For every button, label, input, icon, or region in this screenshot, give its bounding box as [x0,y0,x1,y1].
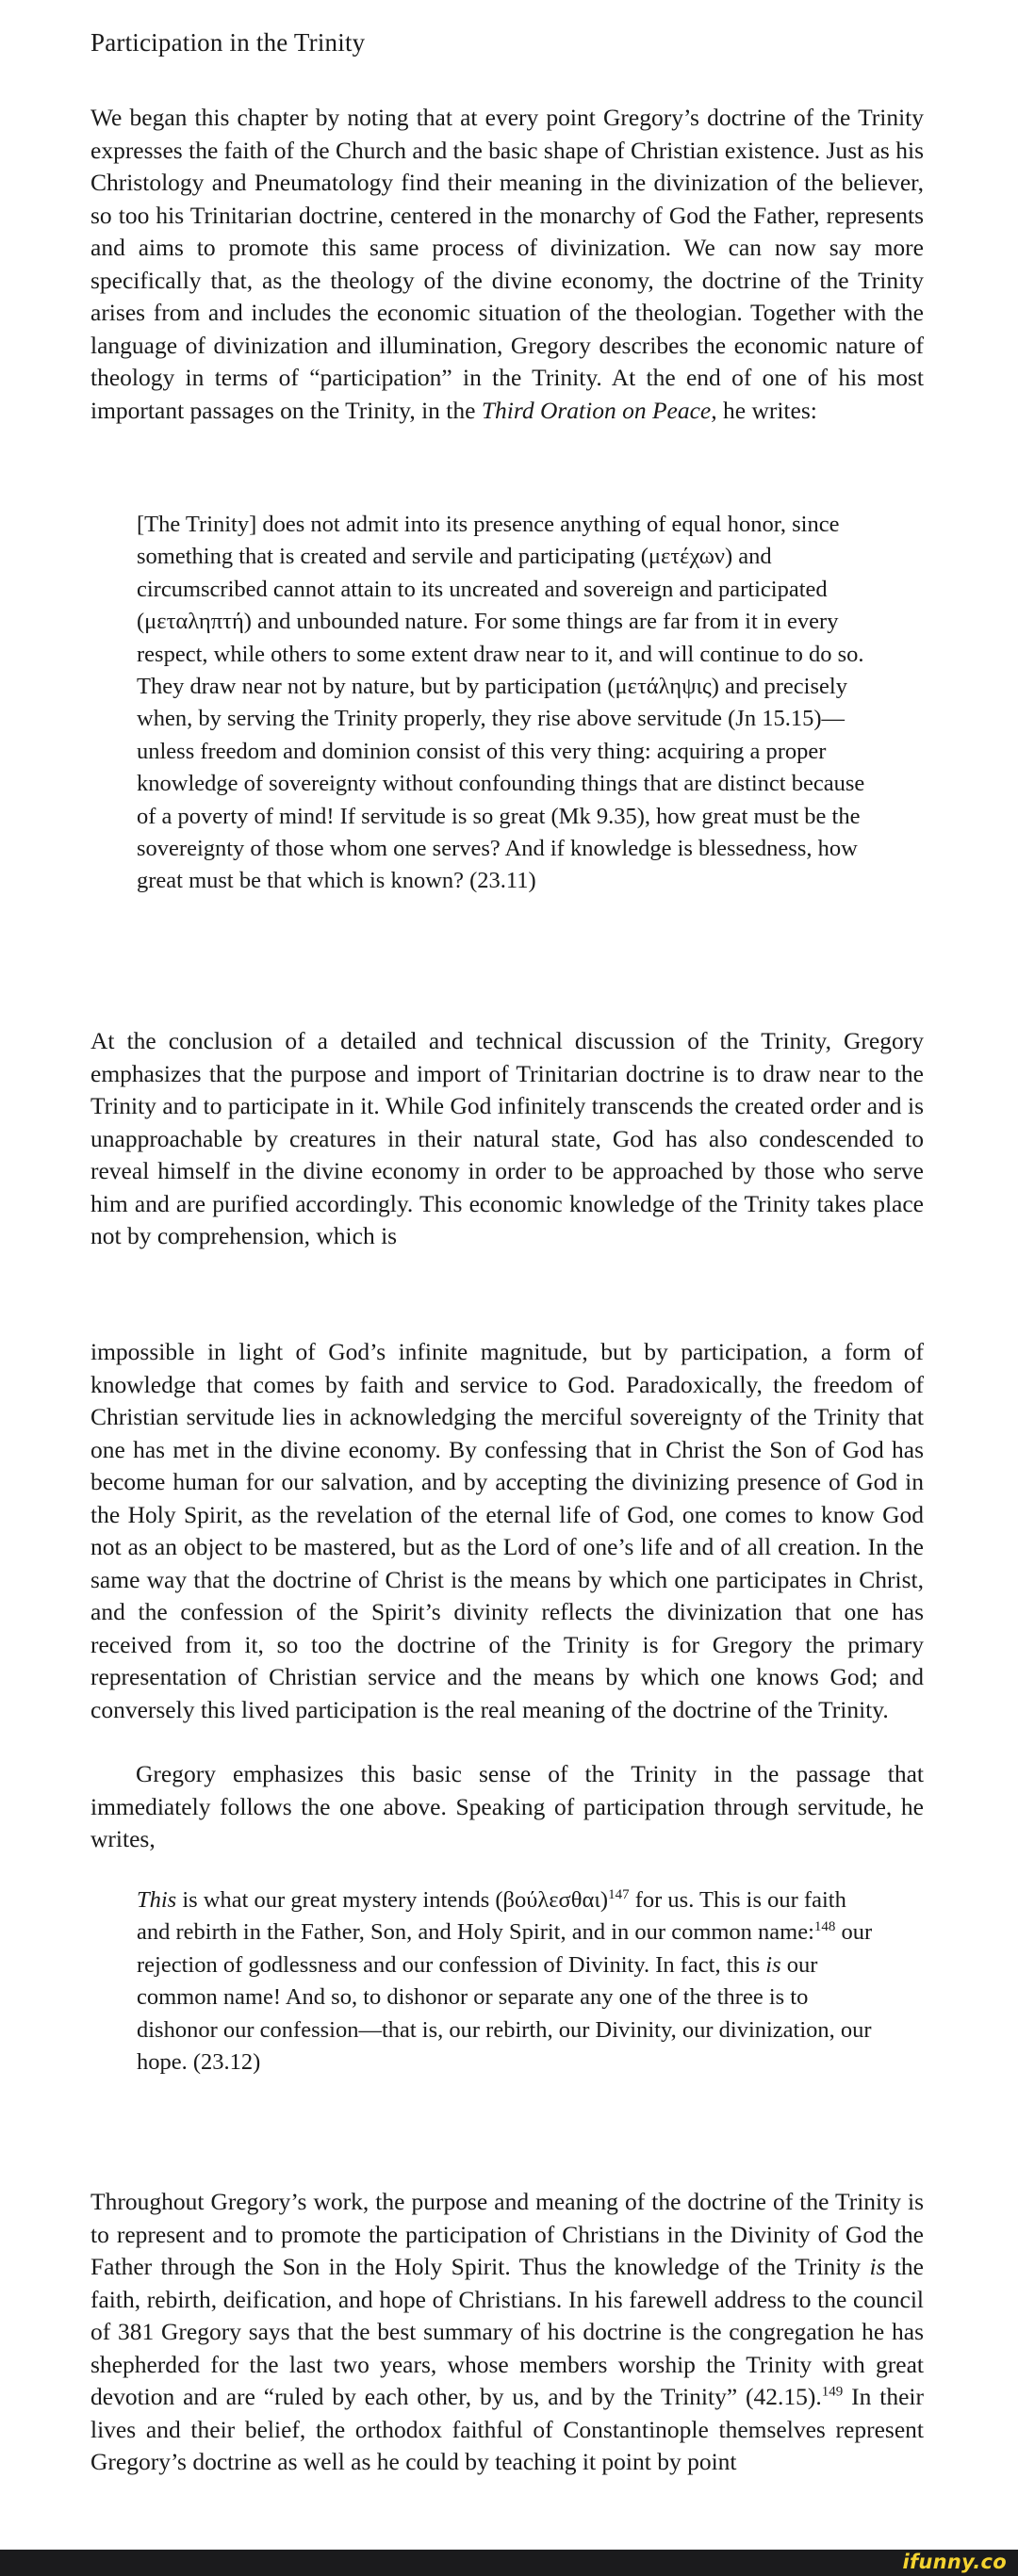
quote-text: is what our great mystery intends (βούλεσθαι) [176,1887,609,1913]
book-title: Third Oration on Peace, [481,396,717,424]
paragraph-participation: At the conclusion of a detailed and technical discussion of the Trinity, Gregory emphasizes that the purpose and import of Trinitarian doctrine is to draw near to the Trinity and to participate in it. While God infinitely transcends the created order and is unapproachable by creatures in their natural state, God has also condescended to reveal himself in the divine economy in order to be approached by those who serve him and are purified accordingly. This economic knowledge of the Trinity takes place not by comprehension, which is [90,1027,924,1249]
paragraph-text: In their lives and their belief, the orthodox faithful of Constantinople themselves represent Gregory’s doctrine as well as he could by teaching it point by point [90,2383,924,2475]
block-quote-mystery [137,1884,881,2079]
block-quote-trinity: [The Trinity] does not admit into its presence anything of equal honor, since something that is created and servile and participating (μετέχων) and circumscribed cannot attain to its uncreated and sovereign and participated (μεταληπτή) and unbounded nature. For some things are far from it in every respect, while others to some extent draw near to it, and will continue to do so. They draw near not by nature, but by participation (μετάληψις) and precisely when, by serving the Trinity properly, they rise above servitude (Jn 15.15)— unless freedom and dominion consist of this very thing: acquiring a proper knowledge of sovereignty without confounding things that are distinct because of a poverty of mind! If servitude is so great (Mk 9.35), how great must be the sovereignty of those whom one serves? And if knowledge is blessedness, how great must be that which is known? (23.11) [137,512,865,894]
brand-logo: ifunny.co [902,2551,1007,2573]
quote-text: for us. This is our faith and rebirth in the Father, Son, and Holy Spirit, and in our common name: [137,1887,846,1946]
paragraph-text: We began this chapter by noting that at every point Gregory’s doctrine of the Trinity expresses the faith of the Church and the basic shape of Christian existence. Just as his Christology and Pneumatology find their meaning in the divinization of the believer, so too his Trinitarian doctrine, centered in the monarchy of God the Father, represents and aims to promote this same process of divinization. We can now say more specifically that, as the theology of the divine economy, the doctrine of the Trinity arises from and includes the economic situation of the theologian. Together with the language of divinization and illumination, Gregory describes the economic nature of theology in terms of “participation” in the Trinity. At the end of one of his most important passages on the Trinity, in the [90,104,924,424]
footnote-ref-147[interactable]: 147 [608,1886,630,1902]
paragraph-text: Throughout Gregory’s work, the purpose and meaning of the doctrine of the Trinity is to represent and to promote the participation of Christians in the Divinity of God the Father through the Son in the Holy Spirit. Thus the knowledge of the Trinity [90,2188,924,2280]
footnote-ref-149[interactable]: 149 [821,2384,844,2400]
paragraph-knowledge: impossible in light of God’s infinite magnitude, but by participation, a form of knowledge that comes by faith and service to God. Paradoxically, the freedom of Christian servitude lies in acknowledging the merciful sovereignty of the Trinity that one has met in the divine economy. By confessing that in Christ the Son of God has become human for our salvation, and by accepting the divinizing presence of God in the Holy Spirit, as the revelation of the eternal life of God, one comes to know God not as an object to be mastered, but as the Lord of one’s life and of all creation. In the same way that the doctrine of Christ is the means by which one participates in Christ, and the confession of the Spirit’s divinity reflects the divinization that one has received from it, so too the doctrine of the Trinity is for Gregory the primary representation of Christian service and the means by which one knows God; and conversely this lived participation is the real meaning of the doctrine of the Trinity. [90,1338,924,1723]
quote-text: our rejection of godlessness and our confession of Divinity. In fact, this [137,1919,873,1978]
emphasis-text: This [137,1887,177,1913]
paragraph-basic-sense: Gregory emphasizes this basic sense of the Trinity in the passage that immediately follows the one above. Speaking of participation through servitude, he writes, [90,1760,924,1852]
watermark-fade [603,2497,1018,2550]
paragraph-conclusion [90,2186,924,2479]
paragraph-text: the faith, rebirth, deification, and hope of Christians. In his farewell address to the council of 381 Gregory says that the best summary of his doctrine is the congregation he has shepherded for the last two years, whose members worship the Trinity with great devotion and are “ruled by each other, by us, and by the Trinity” (42.15). [90,2253,924,2410]
paragraph-text: he writes: [716,396,817,424]
footnote-ref-148[interactable]: 148 [813,1919,836,1935]
running-header: Participation in the Trinity [90,28,366,57]
quote-text: our common name! And so, to dishonor or separate any one of the three is to dishonor our confession—that is, our rebirth, our Divinity, our divinization, our hope. (23.12) [137,1951,872,2076]
emphasis-text: is [765,1951,781,1978]
paragraph-intro [90,102,924,427]
emphasis-text: is [869,2253,886,2280]
watermark-bar [0,2550,1018,2576]
